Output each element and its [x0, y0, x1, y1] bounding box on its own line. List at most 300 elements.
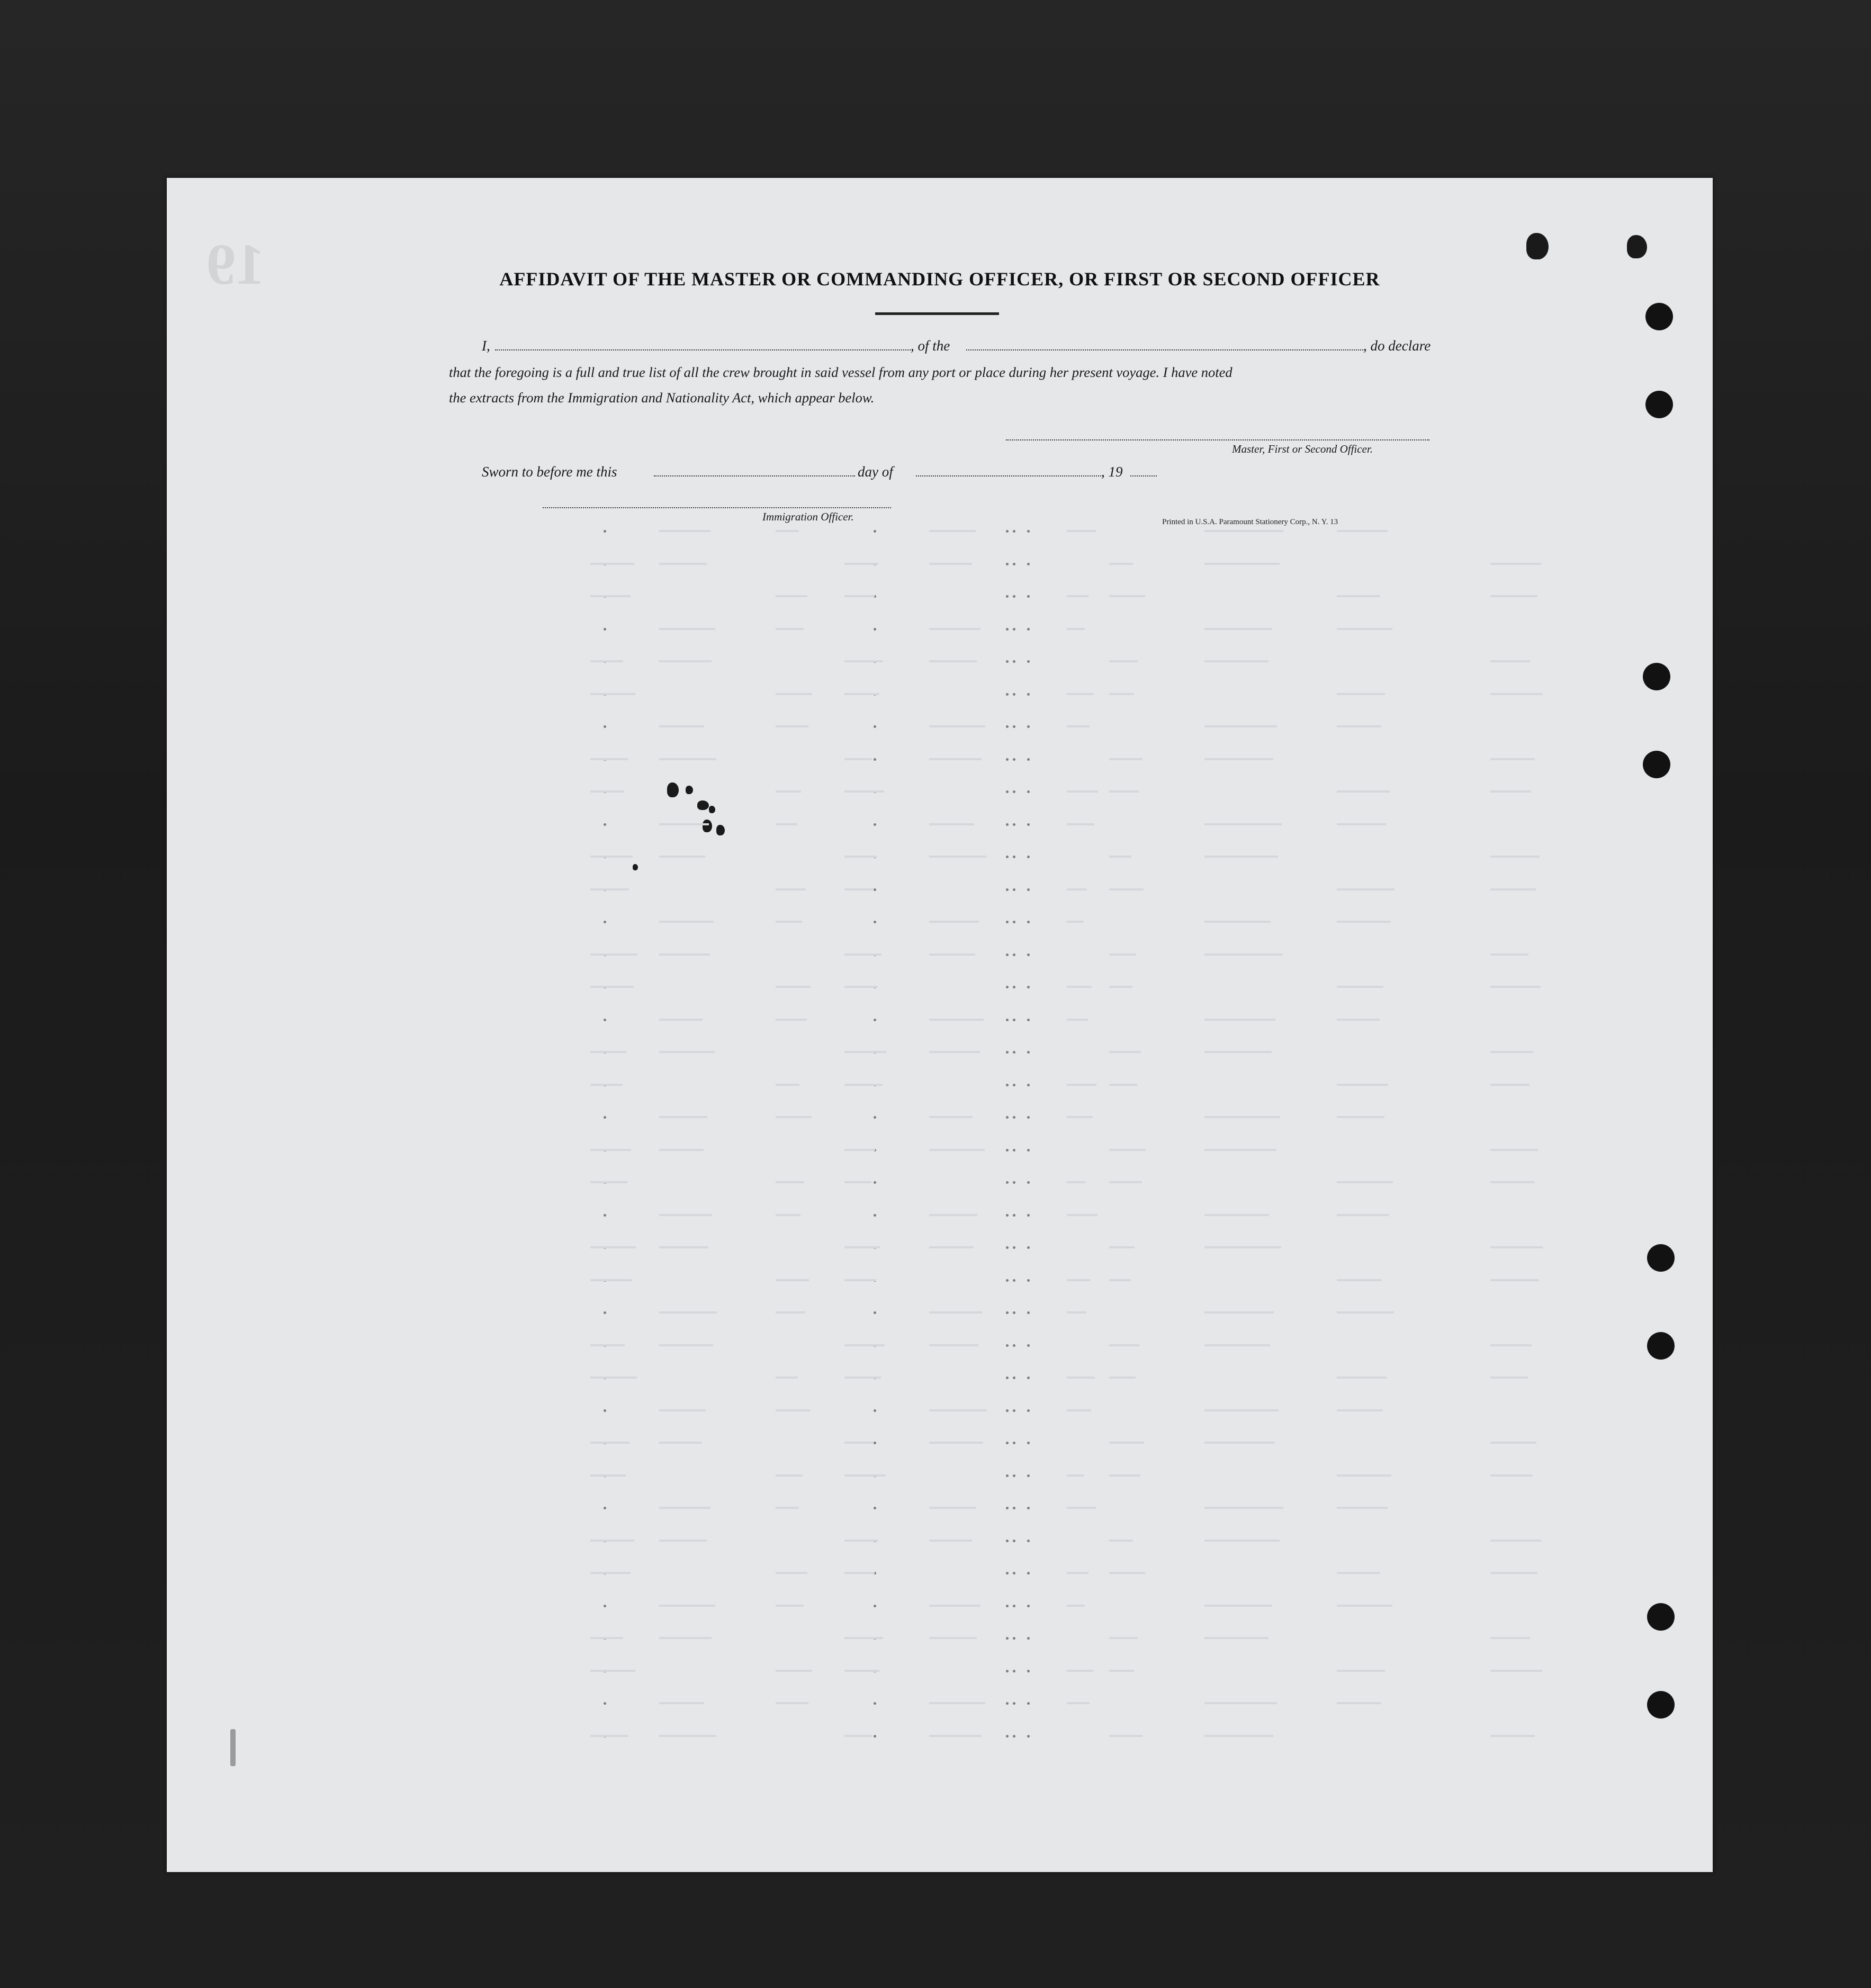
bleed-through-text — [659, 1149, 704, 1151]
bleed-through-dot — [1027, 1051, 1030, 1054]
bleed-through-dot — [1006, 986, 1009, 988]
bleed-through-dot — [1013, 1670, 1015, 1672]
year-prefix-label: , 19 — [1101, 464, 1123, 480]
bleed-through-text — [1067, 628, 1085, 630]
bleed-through-dot — [1006, 1279, 1009, 1282]
bleed-through-dot — [1027, 758, 1030, 761]
bleed-through-text — [590, 888, 629, 890]
bleed-through-row — [167, 1637, 1713, 1642]
bleed-through-text — [1067, 530, 1096, 532]
bleed-through-text — [929, 1344, 978, 1346]
bleed-through-text — [929, 1702, 985, 1704]
bleed-through-text — [1490, 1377, 1528, 1379]
bleed-through-dot — [874, 1214, 876, 1217]
bleed-through-text — [1490, 1572, 1537, 1574]
bleed-through-text — [1337, 1084, 1388, 1086]
bleed-through-text — [590, 1279, 632, 1281]
bleed-through-text — [1490, 758, 1535, 760]
bleed-through-text — [1204, 823, 1282, 825]
bleed-through-dot — [1013, 1605, 1015, 1607]
bleed-through-text — [1204, 1442, 1275, 1444]
bleed-through-row — [167, 1377, 1713, 1382]
bleed-through-text — [1204, 660, 1269, 662]
bleed-through-dot — [1027, 1474, 1030, 1477]
bleed-through-text — [1337, 823, 1386, 825]
bleed-through-text — [1109, 1246, 1135, 1248]
bleed-through-text — [1337, 888, 1395, 890]
bleed-through-row — [167, 888, 1713, 894]
bleed-through-text — [590, 1572, 631, 1574]
bleed-through-text — [1337, 1409, 1383, 1411]
bleed-through-dot — [1006, 1605, 1009, 1607]
bleed-through-text — [1109, 790, 1139, 793]
bleed-through-text — [929, 1246, 974, 1248]
bleed-through-text — [844, 1572, 875, 1574]
bleed-through-text — [1490, 1670, 1542, 1672]
bleed-through-text — [776, 1605, 804, 1607]
bleed-through-row — [167, 530, 1713, 535]
bleed-through-text — [776, 1116, 812, 1118]
bleed-through-text — [590, 986, 634, 988]
bleed-through-text — [776, 790, 801, 793]
bleed-through-dot — [1027, 953, 1030, 956]
bleed-through-text — [929, 1540, 972, 1542]
bleed-through-text — [1067, 1377, 1095, 1379]
bleed-through-row — [167, 628, 1713, 633]
bleed-through-dot — [1027, 1279, 1030, 1282]
bleed-through-text — [776, 1279, 809, 1281]
bleed-through-text — [1490, 1084, 1530, 1086]
bleed-through-text — [1204, 921, 1271, 923]
bleed-through-dot — [604, 1507, 606, 1509]
bleed-through-dot — [1013, 660, 1015, 663]
bleed-through-dot — [604, 725, 606, 728]
bleed-through-dot — [1027, 823, 1030, 826]
bleed-through-text — [929, 1409, 987, 1411]
bleed-through-dot — [1013, 725, 1015, 728]
bleed-through-text — [1067, 1572, 1089, 1574]
bleed-through-text — [844, 563, 878, 565]
punch-hole — [1645, 391, 1673, 418]
bleed-through-dot — [1013, 1214, 1015, 1217]
bleed-through-dot — [1027, 986, 1030, 988]
bleed-through-text — [1109, 1735, 1143, 1737]
bleed-through-row — [167, 921, 1713, 926]
bleed-through-dot — [1013, 888, 1015, 891]
bleed-through-dot — [604, 628, 606, 631]
bleed-through-text — [659, 1702, 704, 1704]
bleed-through-page-number: 19 — [206, 232, 265, 296]
bleed-through-text — [1490, 1637, 1530, 1639]
bleed-through-text — [929, 1637, 977, 1639]
bleed-through-text — [1067, 1116, 1093, 1118]
bleed-through-dot — [1006, 1149, 1009, 1152]
bleed-through-text — [1109, 1181, 1142, 1183]
bleed-through-text — [1067, 1605, 1085, 1607]
bleed-through-text — [590, 563, 634, 565]
bleed-through-dot — [1006, 1702, 1009, 1705]
bleed-through-dot — [1006, 1670, 1009, 1672]
bleed-through-text — [1337, 1702, 1381, 1704]
bleed-through-dot — [874, 1409, 876, 1412]
bleed-through-text — [1067, 823, 1094, 825]
bleed-through-text — [929, 628, 981, 630]
bleed-through-text — [1109, 693, 1134, 695]
bleed-through-text — [1109, 856, 1131, 858]
bleed-through-dot — [1006, 1377, 1009, 1379]
bleed-through-text — [1109, 888, 1144, 890]
title-underline — [875, 312, 999, 315]
bleed-through-text — [1490, 595, 1537, 597]
bleed-through-text — [776, 1572, 807, 1574]
bleed-through-text — [590, 790, 624, 793]
bleed-through-dot — [1027, 725, 1030, 728]
bleed-through-text — [1337, 725, 1381, 727]
bleed-through-dot — [1027, 888, 1030, 891]
bleed-through-text — [776, 725, 808, 727]
bleed-through-text — [776, 888, 806, 890]
bleed-through-text — [844, 888, 873, 890]
bleed-through-dot — [1027, 1019, 1030, 1021]
bleed-through-row — [167, 1246, 1713, 1252]
bleed-through-text — [844, 1670, 879, 1672]
bleed-through-text — [590, 1540, 634, 1542]
bleed-through-dot — [1006, 1474, 1009, 1477]
bleed-through-dot — [1027, 1246, 1030, 1249]
bleed-through-text — [1337, 693, 1385, 695]
bleed-through-text — [1337, 628, 1392, 630]
bleed-through-text — [1204, 1507, 1283, 1509]
bleed-through-text — [1109, 660, 1138, 662]
bleed-through-text — [590, 856, 633, 858]
immigration-officer-signature-field[interactable] — [543, 507, 891, 508]
bleed-through-text — [929, 921, 979, 923]
bleed-through-text — [844, 790, 884, 793]
bleed-through-text — [590, 693, 635, 695]
bleed-through-text — [776, 1019, 807, 1021]
master-signature-field[interactable] — [1006, 439, 1429, 440]
bleed-through-dot — [1006, 1442, 1009, 1444]
bleed-through-text — [1109, 1051, 1141, 1053]
bleed-through-dot — [604, 823, 606, 826]
bleed-through-text — [776, 595, 807, 597]
bleed-through-text — [1067, 693, 1093, 695]
bleed-through-dot — [1013, 1181, 1015, 1184]
bleed-through-dot — [874, 888, 876, 891]
bleed-through-text — [1109, 1279, 1131, 1281]
bleed-through-text — [929, 758, 982, 760]
bleed-through-dot — [874, 1116, 876, 1119]
do-declare-label: , do declare — [1363, 338, 1431, 354]
bleed-through-text — [929, 563, 972, 565]
bleed-through-text — [1204, 530, 1283, 532]
bleed-through-dot — [1027, 790, 1030, 793]
bleed-through-dot — [1013, 823, 1015, 826]
punch-hole — [1643, 751, 1670, 778]
bleed-through-dot — [874, 921, 876, 923]
sworn-year-field[interactable] — [1130, 475, 1157, 476]
bleed-through-dot — [874, 628, 876, 631]
bleed-through-text — [1067, 921, 1083, 923]
bleed-through-text — [1204, 1149, 1276, 1151]
bleed-through-text — [776, 693, 812, 695]
bleed-through-text — [590, 1246, 636, 1248]
sworn-day-field[interactable] — [654, 475, 855, 476]
bleed-through-text — [1109, 1540, 1133, 1542]
bleed-through-row — [167, 1149, 1713, 1154]
bleed-through-text — [1204, 1344, 1270, 1346]
punch-hole — [1643, 663, 1670, 690]
bleed-through-text — [659, 1637, 712, 1639]
bleed-through-dot — [1013, 1377, 1015, 1379]
bleed-through-text — [929, 660, 977, 662]
bleed-through-text — [1109, 1149, 1146, 1151]
bleed-through-row — [167, 693, 1713, 698]
bleed-through-dot — [1013, 1442, 1015, 1444]
bleed-through-row — [167, 1702, 1713, 1707]
bleed-through-text — [590, 1084, 623, 1086]
bleed-through-text — [776, 823, 797, 825]
bleed-through-text — [659, 1311, 717, 1314]
bleed-through-text — [844, 1051, 886, 1053]
bleed-through-dot — [1013, 1540, 1015, 1542]
bleed-through-dot — [1006, 953, 1009, 956]
bleed-through-row — [167, 1735, 1713, 1740]
bleed-through-text — [776, 1214, 800, 1216]
bleed-through-dot — [1027, 660, 1030, 663]
bleed-through-dot — [874, 1735, 876, 1738]
bleed-through-dot — [1027, 1540, 1030, 1542]
printer-credit: Printed in U.S.A. Paramount Stationery Corp., N. Y. 13 — [1162, 518, 1338, 526]
bleed-through-text — [1490, 1344, 1532, 1346]
bleed-through-dot — [1006, 921, 1009, 923]
bleed-through-text — [590, 1181, 627, 1183]
bleed-through-text — [659, 1019, 703, 1021]
bleed-through-text — [1204, 1214, 1269, 1216]
bleed-through-text — [659, 1344, 713, 1346]
bleed-through-dot — [604, 1214, 606, 1217]
bleed-through-text — [929, 1116, 973, 1118]
bleed-through-dot — [1006, 693, 1009, 696]
bleed-through-dot — [1006, 725, 1009, 728]
bleed-through-dot — [1006, 758, 1009, 761]
bleed-through-text — [844, 1377, 881, 1379]
bleed-through-text — [1337, 1214, 1389, 1216]
bleed-through-text — [659, 1540, 707, 1542]
bleed-through-text — [1490, 986, 1541, 988]
bleed-through-text — [1067, 595, 1089, 597]
bleed-through-text — [1490, 1540, 1541, 1542]
bleed-through-text — [1204, 1540, 1280, 1542]
bleed-through-dot — [604, 1019, 606, 1021]
bleed-through-dot — [1013, 856, 1015, 858]
bleed-through-dot — [1006, 790, 1009, 793]
bleed-through-text — [1067, 790, 1098, 793]
bleed-through-dot — [1013, 595, 1015, 598]
bleed-through-row — [167, 1051, 1713, 1056]
bleed-through-text — [590, 1637, 623, 1639]
bleed-through-text — [659, 953, 710, 956]
bleed-through-text — [844, 1344, 885, 1346]
bleed-through-dot — [1006, 595, 1009, 598]
bleed-through-dot — [1013, 1572, 1015, 1575]
bleed-through-dot — [1013, 953, 1015, 956]
bleed-through-dot — [1013, 1051, 1015, 1054]
bleed-through-text — [1337, 986, 1383, 988]
bleed-through-text — [1067, 1670, 1093, 1672]
bleed-through-text — [776, 530, 799, 532]
bleed-through-dot — [1027, 628, 1030, 631]
bleed-through-text — [590, 660, 623, 662]
bleed-through-text — [590, 1735, 628, 1737]
bleed-through-text — [1337, 1116, 1384, 1118]
bleed-through-text — [1337, 1572, 1380, 1574]
bleed-through-text — [1337, 530, 1388, 532]
bleed-through-dot — [874, 530, 876, 533]
bleed-through-dot — [874, 1507, 876, 1509]
bleed-through-dot — [1013, 758, 1015, 761]
bleed-through-text — [1067, 1279, 1090, 1281]
bleed-through-text — [659, 1116, 707, 1118]
bleed-through-text — [1204, 758, 1273, 760]
bleed-through-row — [167, 823, 1713, 829]
bleed-through-row — [167, 1507, 1713, 1512]
bleed-through-dot — [1027, 1344, 1030, 1347]
bleed-through-text — [1067, 1474, 1084, 1477]
sworn-month-field[interactable] — [916, 475, 1101, 476]
bleed-through-dot — [1027, 1409, 1030, 1412]
bleed-through-text — [1204, 563, 1280, 565]
bleed-through-dot — [1013, 921, 1015, 923]
bleed-through-row — [167, 725, 1713, 731]
bleed-through-dot — [1027, 1116, 1030, 1119]
bleed-through-dot — [1013, 1702, 1015, 1705]
bleed-through-text — [776, 921, 802, 923]
bleed-through-row — [167, 563, 1713, 568]
bleed-through-dot — [1027, 1507, 1030, 1509]
vessel-name-field[interactable] — [966, 349, 1363, 350]
bleed-through-dot — [1006, 1540, 1009, 1542]
bleed-through-dot — [1013, 1507, 1015, 1509]
bleed-through-row — [167, 660, 1713, 665]
bleed-through-text — [1109, 1084, 1137, 1086]
bleed-through-dot — [874, 758, 876, 761]
bleed-through-text — [929, 1311, 982, 1314]
bleed-through-text — [590, 1051, 626, 1053]
bleed-through-text — [776, 1474, 803, 1477]
bleed-through-text — [1109, 1344, 1139, 1346]
bleed-through-text — [1204, 725, 1277, 727]
declarant-name-field[interactable] — [495, 349, 911, 350]
bleed-through-text — [1337, 1279, 1382, 1281]
bleed-through-row — [167, 1670, 1713, 1675]
bleed-through-text — [1204, 1735, 1273, 1737]
bleed-through-text — [1109, 953, 1136, 956]
bleed-through-row — [167, 595, 1713, 600]
bleed-through-dot — [1006, 1214, 1009, 1217]
bleed-through-text — [659, 530, 710, 532]
bleed-through-dot — [874, 725, 876, 728]
bleed-through-text — [659, 1214, 712, 1216]
bleed-through-row — [167, 1572, 1713, 1577]
declaration-text-line: the extracts from the Immigration and Nationality Act, which appear below. — [449, 390, 875, 406]
bleed-through-dot — [1027, 563, 1030, 565]
bleed-through-text — [929, 1214, 977, 1216]
bleed-through-dot — [1006, 1344, 1009, 1347]
bleed-through-text — [776, 1084, 799, 1086]
bleed-through-dot — [874, 1311, 876, 1314]
ink-stain — [709, 806, 715, 813]
bleed-through-text — [776, 628, 804, 630]
bleed-through-dot — [604, 530, 606, 533]
bleed-through-dot — [604, 1409, 606, 1412]
bleed-through-row — [167, 1279, 1713, 1284]
bleed-through-text — [1337, 921, 1391, 923]
bleed-through-dot — [1027, 1377, 1030, 1379]
bleed-through-dot — [1013, 1279, 1015, 1282]
bleed-through-text — [1490, 1442, 1536, 1444]
bleed-through-text — [1490, 953, 1528, 956]
bleed-through-text — [929, 1605, 981, 1607]
bleed-through-row — [167, 986, 1713, 991]
bleed-through-dot — [1027, 1670, 1030, 1672]
bleed-through-text — [1490, 1735, 1535, 1737]
bleed-through-text — [1204, 1702, 1277, 1704]
bleed-through-text — [1337, 595, 1380, 597]
bleed-through-text — [776, 1507, 799, 1509]
bleed-through-row — [167, 1442, 1713, 1447]
bleed-through-dot — [1027, 1181, 1030, 1184]
bleed-through-row — [167, 1409, 1713, 1415]
bleed-through-text — [1109, 563, 1133, 565]
bleed-through-dot — [604, 1605, 606, 1607]
bleed-through-dot — [1006, 1051, 1009, 1054]
bleed-through-text — [1490, 660, 1530, 662]
bleed-through-text — [844, 1084, 883, 1086]
bleed-through-text — [844, 1637, 883, 1639]
bleed-through-text — [1204, 1409, 1279, 1411]
master-signature-caption: Master, First or Second Officer. — [1232, 443, 1373, 455]
bleed-through-text — [1490, 1051, 1533, 1053]
bleed-through-dot — [1013, 1637, 1015, 1640]
bleed-through-text — [844, 1246, 880, 1248]
bleed-through-text — [776, 1670, 812, 1672]
bleed-through-row — [167, 1344, 1713, 1350]
bleed-through-dot — [1006, 1116, 1009, 1119]
bleed-through-text — [1204, 628, 1272, 630]
bleed-through-text — [1204, 1605, 1272, 1607]
bleed-through-text — [1490, 1181, 1534, 1183]
bleed-through-dot — [1013, 986, 1015, 988]
bleed-through-dot — [874, 1019, 876, 1021]
bleed-through-text — [659, 1051, 715, 1053]
bleed-through-text — [1067, 1409, 1091, 1411]
bleed-through-text — [844, 1149, 875, 1151]
bleed-through-text — [1337, 1181, 1393, 1183]
margin-mark — [230, 1729, 236, 1766]
bleed-through-text — [1490, 856, 1540, 858]
bleed-through-dot — [1027, 1572, 1030, 1575]
bleed-through-text — [1337, 1377, 1387, 1379]
bleed-through-text — [929, 1019, 984, 1021]
bleed-through-text — [929, 725, 985, 727]
bleed-through-row — [167, 1019, 1713, 1024]
bleed-through-text — [844, 758, 872, 760]
bleed-through-text — [1204, 1637, 1269, 1639]
bleed-through-row — [167, 758, 1713, 763]
bleed-through-text — [1067, 986, 1092, 988]
bleed-through-dot — [1013, 1311, 1015, 1314]
